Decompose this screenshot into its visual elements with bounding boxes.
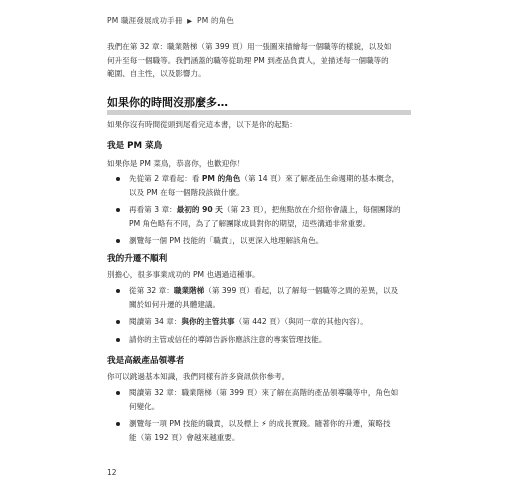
triangle-right-icon: ▶ — [187, 17, 193, 25]
list-item — [107, 284, 411, 311]
list-item-line: PM 角色略有不同，為了了解團隊成員對你的期望，這些溝通非常重要。 — [129, 218, 371, 228]
list-item — [107, 234, 411, 248]
list-item-line: 閱讀第 34 章：與你的主管共事（第 442 頁）（與同一章的其他內容）。 — [129, 317, 368, 326]
bullet-icon — [116, 391, 120, 395]
bullet-icon — [116, 422, 120, 426]
bullet-list-promotion — [107, 284, 411, 346]
list-item-line: 關於如何升遷的具體建議。 — [129, 299, 221, 309]
running-head-book: PM 職涯發展成功手冊 — [107, 16, 183, 25]
group-lead: 如果你是 PM 菜鳥，恭喜你，也歡迎你！ — [107, 159, 245, 168]
list-item-line: 瀏覽每一個 PM 技能的「職責」，以更深入地理解該角色。 — [129, 236, 324, 245]
subheading-new-pm: 我是 PM 菜鳥 — [107, 141, 163, 151]
list-item-line: 以及 PM 在每一個階段該做什麼。 — [129, 187, 244, 197]
list-item-line: 能（第 192 頁）會越來越重要。 — [129, 432, 240, 442]
list-item — [107, 333, 411, 347]
running-head — [107, 15, 234, 26]
list-item-line: 先從第 2 章看起：看 PM 的角色（第 14 頁）來了解產品生命週期的基本概念， — [129, 174, 400, 183]
bullet-icon — [116, 289, 120, 293]
section-heading-rule — [107, 110, 411, 115]
bullet-icon — [116, 320, 120, 324]
running-head-section: PM 的角色 — [196, 16, 235, 25]
intro-paragraph — [107, 40, 407, 81]
list-item-line: 何變化。 — [129, 401, 160, 411]
list-item — [107, 315, 411, 329]
bullet-icon — [116, 177, 120, 181]
lightning-bolt-icon: ⚡ — [261, 419, 267, 428]
bullet-list-new-pm — [107, 172, 411, 248]
section-intro: 如果你沒有時間從頭到尾看完這本書，以下是你的起點： — [107, 120, 297, 129]
group-lead: 別擔心，很多事業成功的 PM 也遇過這種事。 — [107, 270, 260, 279]
bullet-icon — [116, 208, 120, 212]
list-item — [107, 386, 411, 413]
list-item — [107, 417, 411, 444]
list-item-line: 請你的主管或信任的導師告訴你應該注意的專案管理技能。 — [129, 334, 327, 344]
list-item-line: 從第 32 章：職業階梯（第 399 頁）看起，以了解每一個職等之間的差異，以及 — [129, 286, 399, 295]
bullet-icon — [116, 338, 120, 342]
list-item — [107, 172, 411, 199]
page-number: 12 — [107, 468, 117, 477]
bullet-list-senior — [107, 386, 411, 444]
intro-line: 何升至每一個職等。我們涵蓋的職等從助理 PM 到產品負責人，並描述每一個職等的 — [107, 55, 389, 65]
list-item — [107, 203, 411, 230]
intro-line: 範圍、自主性，以及影響力。 — [107, 69, 206, 78]
section-heading: 如果你的時間沒那麼多… — [107, 96, 228, 109]
intro-line: 我們在第 32 章：職業階梯（第 399 頁）用一張圖來描繪每一個職等的樣貌，以及如 — [107, 42, 392, 51]
list-item-line: 閱讀第 32 章：職業階梯（第 399 頁）來了解在高階的產品領導職等中，角色如 — [129, 388, 399, 397]
subheading-promotion-stalled: 我的升遷不順利 — [107, 254, 168, 264]
list-item-line: 再看第 3 章：最初的 90 天（第 23 頁），把焦點放在介紹你會議上，每個團隊的 — [129, 205, 401, 214]
subheading-senior-leader: 我是高級產品領導者 — [107, 356, 185, 366]
group-lead: 你可以跳過基本知識，我們同樣有許多資訊供你參考。 — [107, 372, 290, 381]
bullet-icon — [116, 239, 120, 243]
list-item-line: 瀏覽每一項 PM 技能的職責，以及標上 ⚡ 的成長實踐。隨著你的升遷，策略技 — [129, 419, 391, 428]
